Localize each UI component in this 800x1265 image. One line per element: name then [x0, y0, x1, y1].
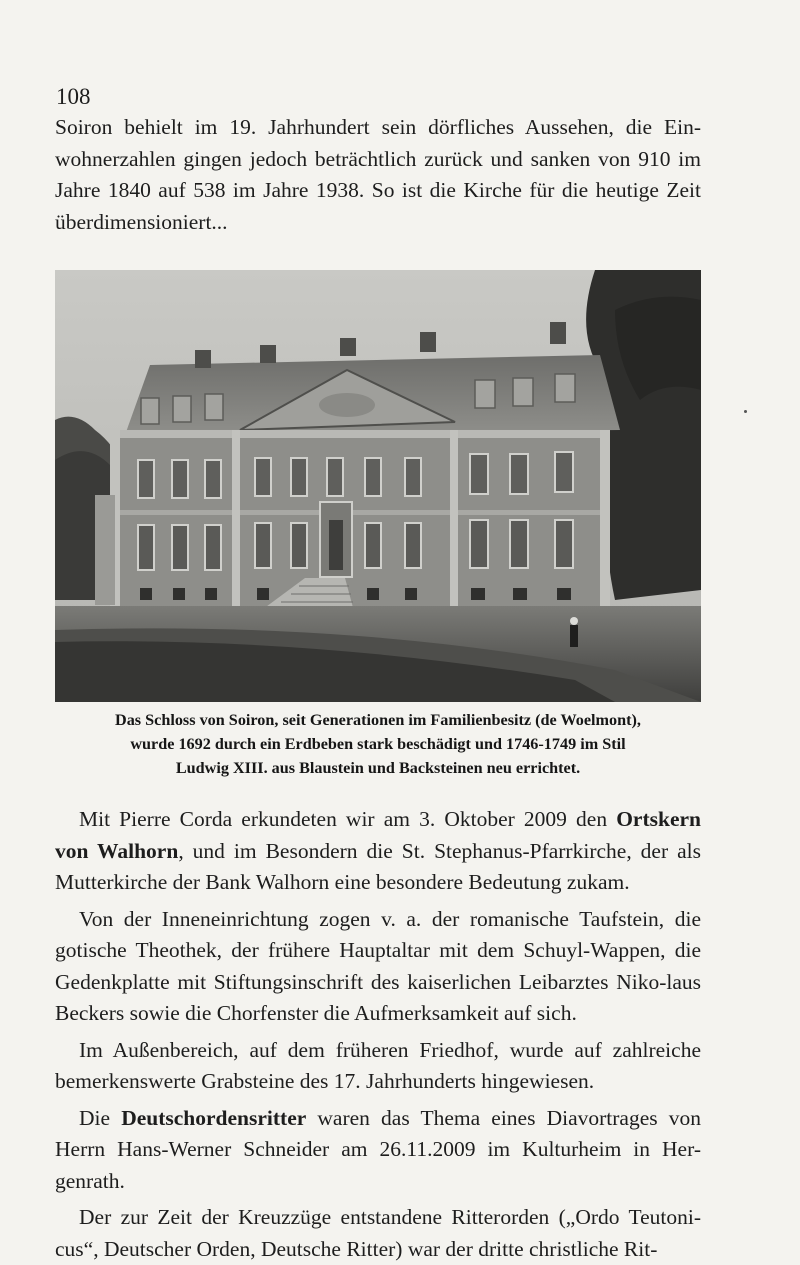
paragraph-text: waren das Thema eines Diavortrages von Herrn Hans-Werner Schneider am 26.11.2009 im Kulturheim in Her-genrath. [55, 1105, 702, 1193]
page-number: 108 [56, 84, 91, 109]
body-text [55, 804, 701, 1265]
bold-term-ortskern: Ortskern von Walhorn [55, 807, 701, 863]
paragraph-text: Mit Pierre Corda erkundeten wir am 3. Oktober 2009 den [79, 807, 617, 831]
intro-text: Soiron behielt im 19. Jahrhundert sein dörfliches Aussehen, die Ein-wohnerzahlen gingen jedoch beträchtlich zurück und sanken von 910 im Jahre 1840 auf 538 im Jahre 1938. So ist die Kirche für die heutige Zeit überdimensioniert... [55, 115, 701, 234]
caption-line: Ludwig XIII. aus Blaustein und Backsteinen neu errichtet. [175, 759, 581, 777]
castle-photo [55, 270, 701, 702]
page-speck [744, 410, 747, 413]
paragraph [55, 1103, 701, 1198]
bold-term-deutschordensritter: Deutschordensritter [121, 1105, 307, 1130]
paragraph: Im Außenbereich, auf dem früheren Friedhof, wurde auf zahlreiche bemerkenswerte Grabsteine des 17. Jahrhunderts hingewiesen. [55, 1037, 701, 1093]
paragraph: Von der Inneneinrichtung zogen v. a. der romanische Taufstein, die gotische Theothek, der frühere Hauptaltar mit dem Schuyl-Wappen, die Gedenkplatte mit Stiftungsinschrift des kaiserlichen Leibarztes Niko-laus Beckers sowie die Chorfenster die Aufmerksamkeit auf sich. [55, 906, 701, 1025]
paragraph [55, 804, 701, 899]
caption-line: Das Schloss von Soiron, seit Generationen im Familienbesitz (de Woelmont), [115, 711, 641, 729]
photo-caption [55, 708, 701, 780]
paragraph-text: Die [79, 1105, 122, 1130]
paragraph-text: , und im Besondern die St. Stephanus-Pfarrkirche, der als Mutterkirche der Bank Walhorn eine besondere Bedeutung zukam. [55, 838, 701, 894]
paragraph: Der zur Zeit der Kreuzzüge entstandene Ritterorden („Ordo Teutoni-cus“, Deutscher Orden, Deutsche Ritter) war der dritte christliche Rit- [55, 1205, 701, 1261]
intro-paragraph [55, 112, 701, 238]
caption-line: wurde 1692 durch ein Erdbeben stark beschädigt und 1746-1749 im Stil [130, 735, 626, 753]
